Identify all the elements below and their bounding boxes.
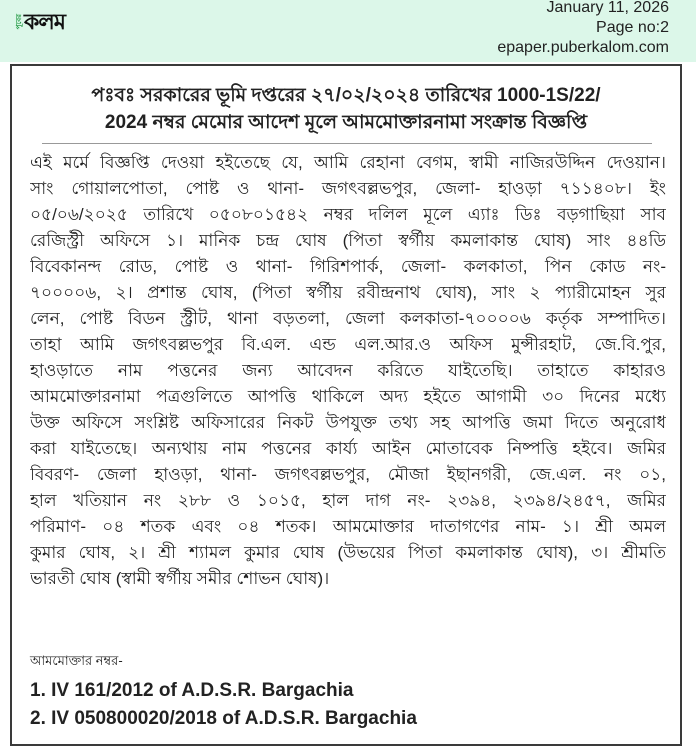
reference-item: 2. IV 050800020/2018 of A.D.S.R. Bargachia (30, 708, 417, 729)
newspaper-logo (16, 10, 65, 34)
title-divider (42, 143, 652, 144)
body-line: আমমোক্তারনামা পত্রগুলিতে আপত্তি থাকিলে অদ্য হইতে আগামী ৩০ দিনের মধ্যে (30, 387, 666, 406)
page-number: Page no:2 (596, 19, 669, 36)
numbers-label: আমমোক্তার নম্বর- (30, 653, 123, 668)
logo-main-text: কলম (24, 9, 65, 34)
edition-meta (497, 0, 669, 58)
body-line: করা যাইতেছে। অন্যথায় নাম পত্তনের কার্য্য আইন মোতাবেক নিষ্পত্তি হইবে। জমির (30, 439, 666, 458)
body-line: পরিমাণ- ০৪ শতক এবং ০৪ শতক। আমমোক্তার দাতাগণের নাম- ১। শ্রী অমল (30, 517, 666, 536)
masthead-band (0, 0, 696, 62)
body-line: বিবেকানন্দ রোড, পোষ্ট ও থানা- গিরিশপার্ক, জেলা- কলকাতা, পিন কোড নং- (30, 257, 666, 276)
body-line: ভারতী ঘোষ (স্বামী স্বর্গীয় সমীর শোভন ঘোষ)। (30, 569, 330, 588)
edition-date: January 11, 2026 (546, 0, 669, 16)
site-url: epaper.puberkalom.com (497, 39, 669, 56)
body-line: ৭০০০০৬, ২। প্রশান্ত ঘোষ, (পিতা স্বর্গীয় রবীন্দ্রনাথ ঘোষ), সাং ২ প্যারীমোহন সুর (30, 283, 666, 302)
reference-item: 1. IV 161/2012 of A.D.S.R. Bargachia (30, 680, 354, 701)
body-line: হাল খতিয়ান নং ২৮৮ ও ১০১৫, হাল দাগ নং- ২৩৯৪, ২৩৯৪/২৪৫৭, জমির (30, 491, 666, 510)
title-line: 2024 নম্বর মেমোর আদেশ মূলে আমমোক্তারনামা সংক্রান্ত বিজ্ঞপ্তি (104, 112, 588, 133)
body-line: লেন, পোষ্ট বিডন স্ট্রীট, থানা বড়তলা, জেলা কলকাতা-৭০০০০৬ কর্তৃক সম্পাদিত। (30, 309, 666, 328)
title-line: পঃবঃ সরকারের ভূমি দপ্তরের ২৭/০২/২০২৪ তারিখের 1000-1S/22/ (91, 85, 601, 106)
logo-small-text: পূবের (16, 14, 23, 30)
body-line: সাং গোয়ালপোতা, পোষ্ট ও থানা- জগৎবল্লভপুর, জেলা- হাওড়া ৭১১৪০৮। ইং (30, 179, 666, 198)
body-line: রেজিস্ট্রী অফিসে ১। মানিক চন্দ্র ঘোষ (পিতা স্বর্গীয় কমলাকান্ত ঘোষ) সাং ৪৪ডি (30, 231, 666, 250)
body-line: কুমার ঘোষ, ২। শ্রী শ্যামল কুমার ঘোষ (উভয়ের পিতা কমলাকান্ত ঘোষ), ৩। শ্রীমতি (30, 543, 666, 562)
notice-body (30, 150, 666, 592)
body-line: হাওড়াতে নাম পত্তনের জন্য আবেদন করিতে যাইতেছি। তাহাতে কাহারও (30, 361, 666, 380)
body-line: তাহা আমি জগৎবল্লভপুর বি.এল. এন্ড এল.আর.ও অফিস মুন্সীরহাট, জে.বি.পুর, (30, 335, 666, 354)
body-line: ০৫/০৬/২০২৫ তারিখে ০৫০৮০১৫৪২ নম্বর দলিল মূলে এ্যাঃ ডিঃ বড়গাছিয়া সাব (30, 205, 666, 224)
body-line: এই মর্মে বিজ্ঞপ্তি দেওয়া হইতেছে যে, আমি রেহানা বেগম, স্বামী নাজিরউদ্দিন দেওয়ান। (30, 153, 666, 172)
notice-title (26, 82, 666, 136)
body-line: বিবরণ- জেলা হাওড়া, থানা- জগৎবল্লভপুর, মৌজা ইছানগরী, জে.এল. নং ০১, (30, 465, 666, 484)
body-line: উক্ত অফিসে সংশ্লিষ্ট অফিসারের নিকট উপযুক্ত তথ্য সহ আপত্তি জমা দিতে অনুরোধ (30, 413, 666, 432)
notice-box (10, 64, 682, 746)
